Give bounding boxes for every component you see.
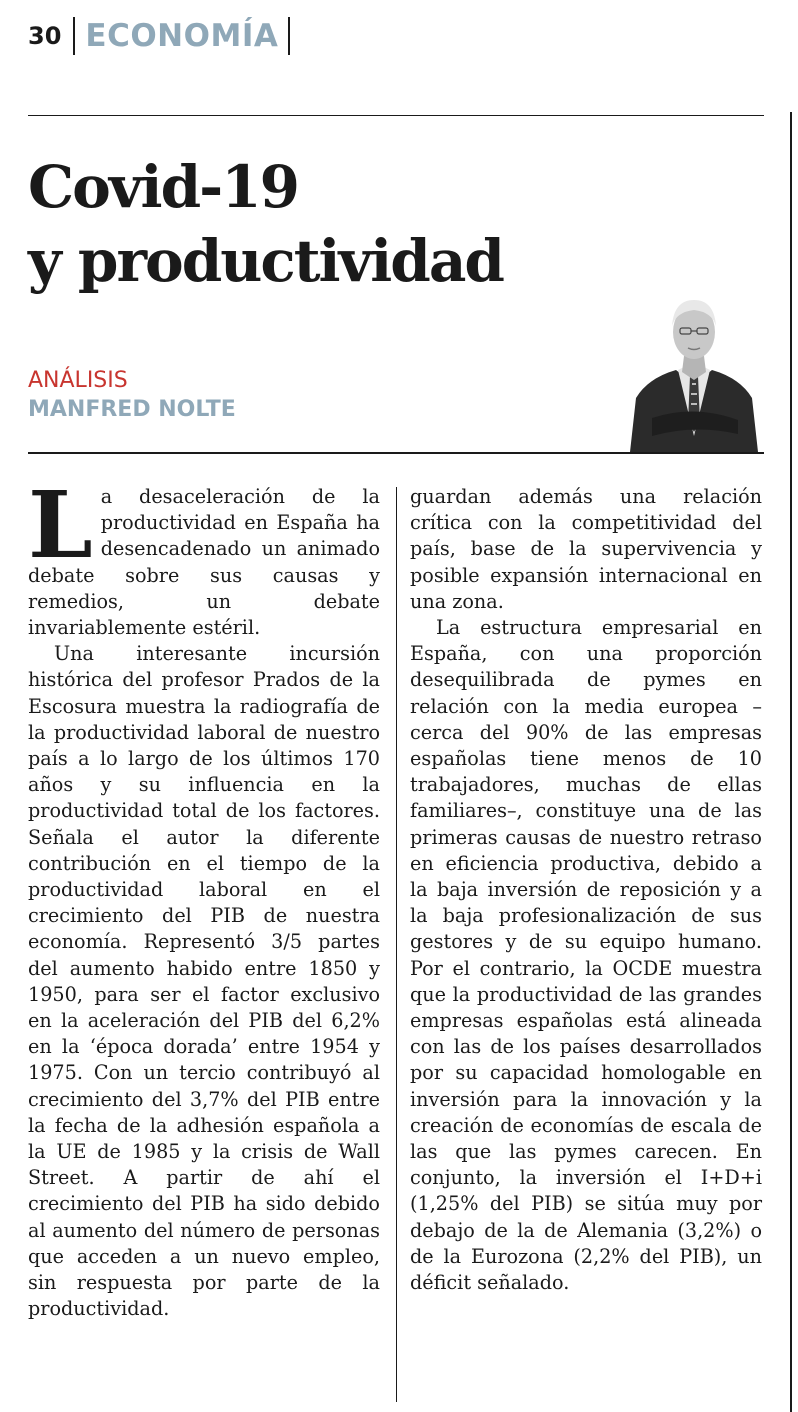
article-kicker: ANÁLISIS bbox=[28, 368, 128, 393]
paragraph-1 bbox=[28, 471, 380, 641]
section-name: ECONOMÍA bbox=[85, 18, 279, 54]
headline-line-1: Covid-19 bbox=[28, 153, 298, 221]
headline-line-2: y productividad bbox=[28, 227, 503, 295]
author-name: MANFRED NOLTE bbox=[28, 397, 236, 422]
paragraph-2: Una interesante incursión histórica del profesor Prados de la Escosura muestra la radiografía de la productividad laboral de nuestro país a lo largo de los últimos 170 años y su influencia en la productividad total de los factores. Señala el autor la diferente contribución en el tiempo de la productividad laboral en el crecimiento del PIB de nuestra economía. Representó 3/5 partes del aumento habido entre 1850 y 1950, para ser el factor exclusivo en la aceleración del PIB del 6,2% en la ‘época dorada’ entre 1954 y 1975. Con un tercio contribuyó al crecimiento del 3,7% del PIB entre la fecha de la adhesión española a la UE de 1985 y la crisis de Wall Street. A partir de ahí el crecimiento del PIB ha sido debido al aumento del número de personas que acceden a un nuevo empleo, sin respuesta por parte de la productividad. bbox=[28, 642, 380, 1321]
author-photo bbox=[626, 286, 762, 452]
paragraph-1-text: a desaceleración de la productividad en España ha desencadenado un animado debate sobre sus causas y remedios, un debate invariablemente estéril. bbox=[28, 485, 380, 640]
page-edge-rule bbox=[790, 112, 792, 1412]
page-number: 30 bbox=[28, 22, 62, 50]
byline-rule bbox=[28, 452, 764, 454]
page-header bbox=[28, 14, 290, 58]
drop-cap: L bbox=[28, 471, 93, 579]
article-column-right bbox=[410, 484, 762, 1296]
article-column-left bbox=[28, 471, 380, 1323]
header-divider bbox=[73, 17, 75, 55]
top-rule bbox=[28, 115, 764, 116]
paragraph-3: guardan además una relación crítica con la competitividad del país, base de la supervivencia y posible expansión internacional en una zona. bbox=[410, 485, 762, 613]
paragraph-4: La estructura empresarial en España, con una proporción desequilibrada de pymes en relación con la media europea –cerca del 90% de las empresas españolas tiene menos de 10 trabajadores, muchas de ellas familiares–, constituye una de las primeras causas de nuestro retraso en eficiencia productiva, debido a la baja inversión de reposición y a la baja profesionalización de sus gestores y de su equipo humano. Por el contrario, la OCDE muestra que la productividad de las grandes empresas españolas está alineada con las de los países desarrollados por su capacidad homologable en inversión para la innovación y la creación de economías de escala de las que las pymes carecen. En conjunto, la inversión el I+D+i (1,25% del PIB) se sitúa muy por debajo de la de Alemania (3,2%) o de la Eurozona (2,2% del PIB), un déficit señalado. bbox=[410, 616, 762, 1295]
header-divider-end bbox=[288, 17, 290, 55]
headline bbox=[28, 150, 503, 298]
column-divider bbox=[396, 487, 397, 1402]
